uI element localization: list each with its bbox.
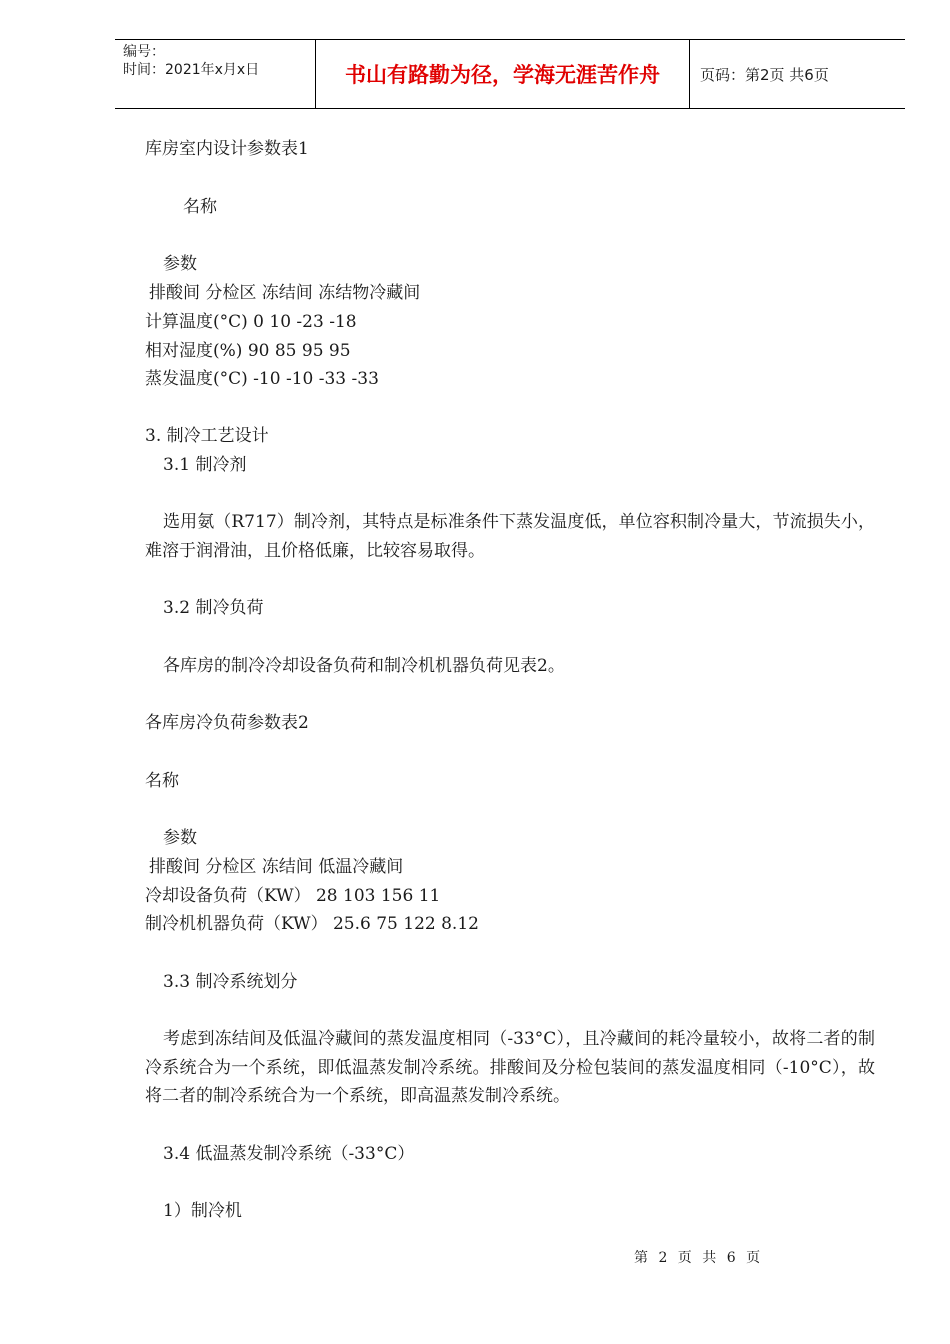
paragraph: 选用氨（R717）制冷剂，其特点是标准条件下蒸发温度低，单位容积制冷量大，节流损失小，难溶于润滑油，且价格低廉，比较容易取得。 [145,512,875,561]
table2-row: 冷却设备负荷（KW） 28 103 156 11 [145,886,441,906]
subsection-heading: 3.2 制冷负荷 [163,598,264,618]
page-footer: 第 2 页 共 6 页 [634,1250,764,1266]
table1-name-label: 名称 [183,197,217,217]
serial-label: 编号： [123,44,165,60]
date-label: 时间：2021年x月x日 [123,62,260,78]
table1-columns: 排酸间 分检区 冻结间 冻结物冷藏间 [149,283,421,303]
subsection-heading: 3.3 制冷系统划分 [163,972,298,992]
table2-name-label: 名称 [145,771,179,791]
table2-param-label: 参数 [163,828,197,848]
subsection-heading: 3.4 低温蒸发制冷系统（-33°C） [163,1144,415,1164]
section-heading: 3. 制冷工艺设计 [145,426,269,446]
table2-row: 制冷机机器负荷（KW） 25.6 75 122 8.12 [145,914,479,934]
list-item: 1）制冷机 [163,1201,242,1221]
paragraph: 考虑到冻结间及低温冷藏间的蒸发温度相同（-33°C），且冷藏间的耗冷量较小，故将二者的制冷系统合为一个系统，即低温蒸发制冷系统。排酸间及分检包装间的蒸发温度相同（-10°C），故将二者的制冷系统合为一个系统，即高温蒸发制冷系统。 [145,1029,875,1106]
page-header [115,39,905,109]
subsection-heading: 3.1 制冷剂 [163,455,247,475]
paragraph: 各库房的制冷冷却设备负荷和制冷机机器负荷见表2。 [163,656,565,676]
table2-title: 各库房冷负荷参数表2 [145,713,309,733]
header-page-info: 页码：第2页 共6页 [700,65,829,84]
table1-row: 计算温度(°C) 0 10 -23 -18 [145,312,357,332]
header-meta [115,40,316,108]
table1-param-label: 参数 [163,254,197,274]
header-motto: 书山有路勤为径，学海无涯苦作舟 [316,40,690,108]
table1-row: 相对湿度(%) 90 85 95 95 [145,341,351,361]
table2-columns: 排酸间 分检区 冻结间 低温冷藏间 [149,857,404,877]
table1-title: 库房室内设计参数表1 [145,139,309,159]
table1-row: 蒸发温度(°C) -10 -10 -33 -33 [145,369,379,389]
